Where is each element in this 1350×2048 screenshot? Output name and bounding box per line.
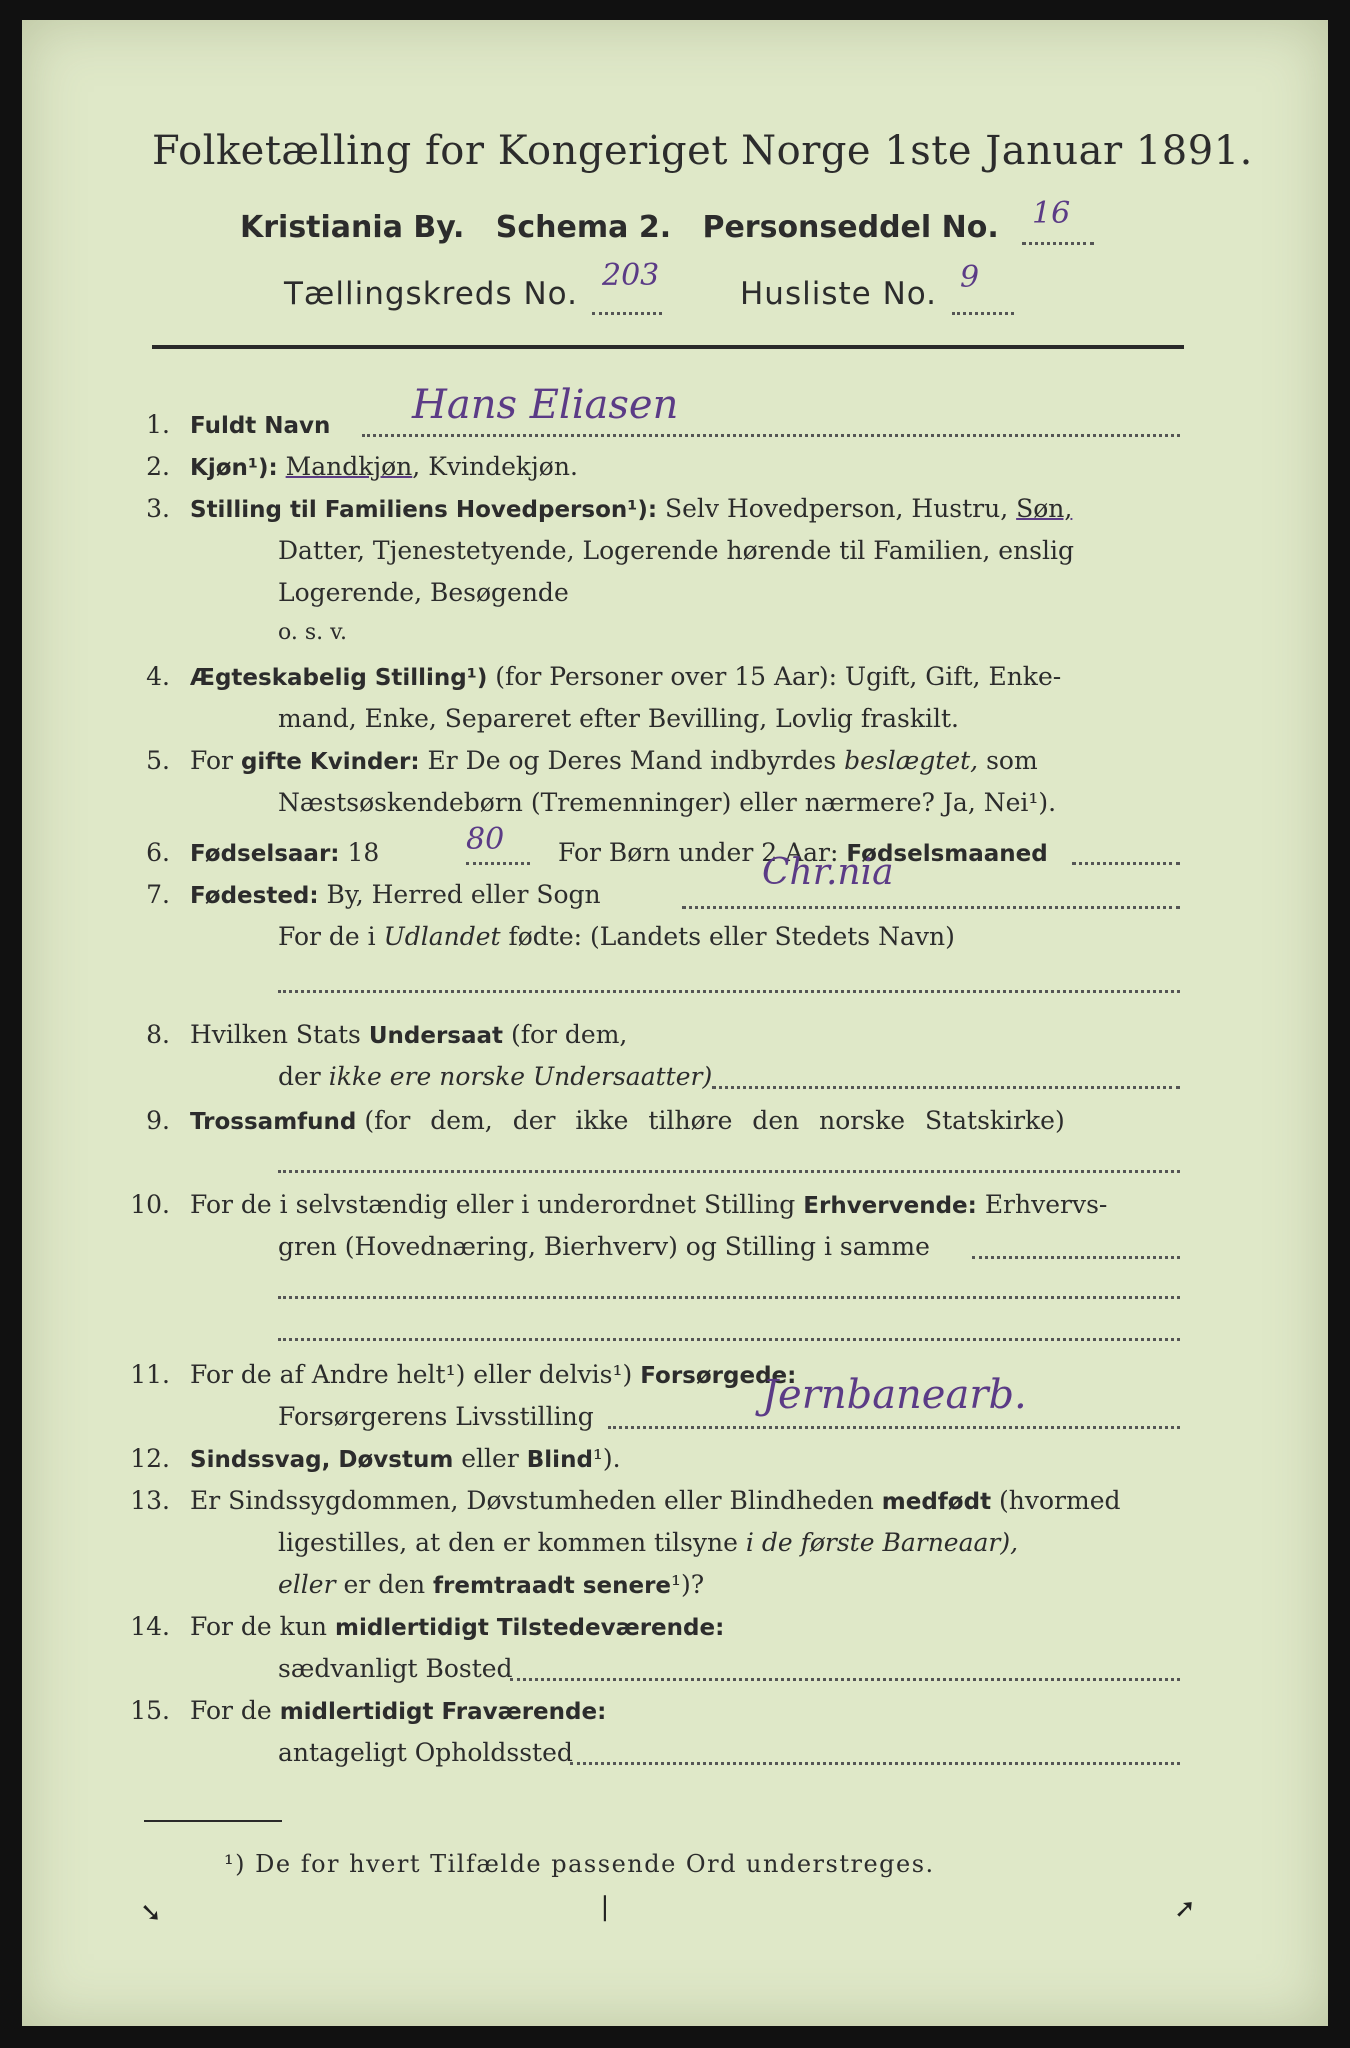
q8-label: Undersaat xyxy=(368,1023,504,1049)
q13-text-2a: ligestilles, at den er kommen tilsyne xyxy=(278,1528,738,1557)
q13-text-a: Er Sindssygdommen, Døvstumheden eller Blindheden xyxy=(190,1486,874,1515)
q9-blank-dotline xyxy=(278,1170,1180,1173)
q8-number: 8. xyxy=(146,1020,170,1049)
taellingskreds-label: Tællingskreds No. xyxy=(284,276,578,312)
q3-number: 3. xyxy=(146,494,170,523)
q1-row xyxy=(112,410,330,439)
q4-options-1: (for Personer over 15 Aar): Ugift, Gift, Enke- xyxy=(495,662,1062,691)
q11-dotline xyxy=(608,1426,1180,1429)
q12-mid: eller xyxy=(461,1444,519,1473)
q7-number: 7. xyxy=(146,880,170,909)
q8-text-2b: ikke ere norske Undersaatter) xyxy=(328,1062,713,1091)
q9-number: 9. xyxy=(146,1106,170,1135)
q5-text-a: For xyxy=(190,746,233,775)
q3-option-son: Søn, xyxy=(1016,494,1073,523)
q10-text-c: Erhvervs- xyxy=(984,1190,1108,1219)
city-label: Kristiania By. xyxy=(240,210,465,245)
q5-text-d: beslægtet, xyxy=(844,746,979,775)
q13-text-3a: eller xyxy=(278,1570,336,1599)
q15-dotline xyxy=(570,1762,1180,1765)
q14-dotline xyxy=(510,1678,1180,1681)
q10-text-a: For de i selvstændig eller i underordnet Stilling xyxy=(190,1190,796,1219)
q13-text-2b: i de første Barneaar), xyxy=(745,1528,1019,1557)
margin-mark-right: ➚ xyxy=(1174,1894,1196,1924)
q6-year-prefix: 18 xyxy=(347,838,380,867)
q6-year-answer: 80 xyxy=(466,822,505,857)
margin-mark-left: ➘ xyxy=(140,1898,162,1928)
q13-text-3c: fremtraadt senere xyxy=(433,1573,672,1599)
q11-text-a: For de af Andre helt¹) eller delvis¹) xyxy=(190,1360,633,1389)
q15-label: midlertidigt Fraværende: xyxy=(279,1699,607,1725)
q14-number: 14. xyxy=(130,1612,170,1641)
q5-text-c: Er De og Deres Mand indbyrdes xyxy=(427,746,837,775)
q12-label: Sindssvag, Døvstum xyxy=(190,1447,454,1473)
q8-line-1 xyxy=(112,1020,627,1049)
q7-answer-birthplace: Chr.nia xyxy=(762,852,894,893)
q7-text: By, Herred eller Sogn xyxy=(326,880,601,909)
husliste-number: 9 xyxy=(960,260,980,295)
q7-blank-dotline xyxy=(278,990,1180,993)
q13-text-3d: ¹)? xyxy=(671,1570,705,1599)
q11-answer-occupation: Jernbanearb. xyxy=(762,1372,1027,1418)
personseddel-number: 16 xyxy=(1032,196,1071,231)
q2-label: Kjøn¹): xyxy=(190,455,278,481)
q3-line-4: o. s. v. xyxy=(278,620,347,645)
q15-line-2: antageligt Opholdssted xyxy=(278,1738,573,1767)
q7-text-2a: For de i xyxy=(278,922,376,951)
q13-text-c: (hvormed xyxy=(999,1486,1121,1515)
q4-number: 4. xyxy=(146,662,170,691)
q6-month-dotline xyxy=(1072,862,1180,865)
q5-number: 5. xyxy=(146,746,170,775)
q9-text: (for dem, der ikke tilhøre den norske Statskirke) xyxy=(364,1106,1065,1135)
q14-line-1 xyxy=(112,1612,724,1641)
q1-answer-name: Hans Eliasen xyxy=(412,382,679,428)
q7-line-2 xyxy=(278,922,955,951)
q10-dotline-3 xyxy=(278,1338,1180,1341)
q1-label: Fuldt Navn xyxy=(190,413,331,439)
q13-line-3 xyxy=(278,1570,704,1599)
taellingskreds-dotline xyxy=(592,312,662,315)
q6-month-label: Fødselsmaaned xyxy=(846,841,1048,867)
q4-line-1 xyxy=(112,662,1061,691)
q5-label: gifte Kvinder: xyxy=(240,749,420,775)
q3-line-1 xyxy=(112,494,1072,523)
q12-row xyxy=(112,1444,621,1473)
q14-line-2: sædvanligt Bosted xyxy=(278,1654,513,1683)
q15-text-a: For de xyxy=(190,1696,272,1725)
q13-number: 13. xyxy=(130,1486,170,1515)
q7-line-1 xyxy=(112,880,601,909)
q8-line-2 xyxy=(278,1062,712,1091)
husliste-dotline xyxy=(952,312,1014,315)
footnote: ¹) De for hvert Tilfælde passende Ord understreges. xyxy=(224,1850,935,1878)
q10-label: Erhvervende: xyxy=(803,1193,977,1219)
q15-line-1 xyxy=(112,1696,606,1725)
q11-line-2: Forsørgerens Livsstilling xyxy=(278,1402,594,1431)
census-form-sheet xyxy=(22,20,1328,2026)
q2-row xyxy=(112,452,578,481)
q4-line-2: mand, Enke, Separeret efter Bevilling, Lovlig fraskilt. xyxy=(278,704,959,733)
q10-dotline-1 xyxy=(972,1256,1180,1259)
q1-number: 1. xyxy=(146,410,170,439)
q7-text-2b: Udlandet xyxy=(383,922,501,951)
q11-label: Forsørgede: xyxy=(640,1363,797,1389)
q12-end: Blind xyxy=(526,1447,593,1473)
q5-line-2: Næstsøskendebørn (Tremenninger) eller nærmere? Ja, Nei¹). xyxy=(278,788,1057,817)
q12-tail: ¹). xyxy=(592,1444,621,1473)
q13-line-1 xyxy=(112,1486,1121,1515)
q15-number: 15. xyxy=(130,1696,170,1725)
q13-text-3b: er den xyxy=(343,1570,426,1599)
footnote-rule xyxy=(144,1820,282,1822)
q10-line-1 xyxy=(112,1190,1107,1219)
q14-text-a: For de kun xyxy=(190,1612,328,1641)
taellingskreds-number: 203 xyxy=(602,258,660,293)
q12-number: 12. xyxy=(130,1444,170,1473)
q7-dotline xyxy=(682,906,1180,909)
q8-text-c: (for dem, xyxy=(510,1020,628,1049)
q11-number: 11. xyxy=(130,1360,170,1389)
q2-number: 2. xyxy=(146,452,170,481)
margin-mark-center: ❘ xyxy=(594,1892,616,1922)
husliste-label: Husliste No. xyxy=(740,276,938,312)
q8-text-a: Hvilken Stats xyxy=(190,1020,361,1049)
q1-dotline xyxy=(362,434,1180,437)
q9-row xyxy=(112,1106,1065,1135)
q6-label: Fødselsaar: xyxy=(190,841,340,867)
q6-year-dotline xyxy=(466,862,530,865)
q4-label: Ægteskabelig Stilling¹) xyxy=(190,665,488,691)
personseddel-label: Personseddel No. xyxy=(702,210,999,245)
q8-text-2a: der xyxy=(278,1062,321,1091)
q8-dotline xyxy=(712,1086,1180,1089)
q14-label: midlertidigt Tilstedeværende: xyxy=(334,1615,725,1641)
q3-label: Stilling til Familiens Hovedperson¹): xyxy=(190,497,658,523)
q7-label: Fødested: xyxy=(190,883,319,909)
q2-option-rest: , Kvindekjøn. xyxy=(412,452,578,481)
q9-label: Trossamfund xyxy=(190,1109,357,1135)
q6-row xyxy=(112,838,379,867)
q6-mid-text: For Børn under 2 Aar: xyxy=(558,838,839,867)
q5-line-1 xyxy=(112,746,1038,775)
q7-text-2c: fødte: (Landets eller Stedets Navn) xyxy=(508,922,955,951)
personseddel-dotline xyxy=(1022,242,1094,245)
q10-line-2: gren (Hovednæring, Bierhverv) og Stilling i samme xyxy=(278,1232,930,1261)
header-rule xyxy=(152,345,1184,349)
form-title: Folketælling for Kongeriget Norge 1ste Januar 1891. xyxy=(152,128,1253,174)
q10-dotline-2 xyxy=(278,1296,1180,1299)
q10-number: 10. xyxy=(130,1190,170,1219)
q3-options-1: Selv Hovedperson, Hustru, xyxy=(665,494,1009,523)
q3-line-3: Logerende, Besøgende xyxy=(278,578,569,607)
q6-number: 6. xyxy=(146,838,170,867)
q5-text-e: som xyxy=(986,746,1038,775)
q13-line-2 xyxy=(278,1528,1018,1557)
q11-line-1 xyxy=(112,1360,796,1389)
q2-option-mandkjon: Mandkjøn xyxy=(285,452,413,481)
header-line-2 xyxy=(240,210,999,245)
schema-label: Schema 2. xyxy=(495,210,672,245)
q3-line-2: Datter, Tjenestetyende, Logerende hørende til Familien, enslig xyxy=(278,536,1075,565)
q13-label: medfødt xyxy=(881,1489,992,1515)
